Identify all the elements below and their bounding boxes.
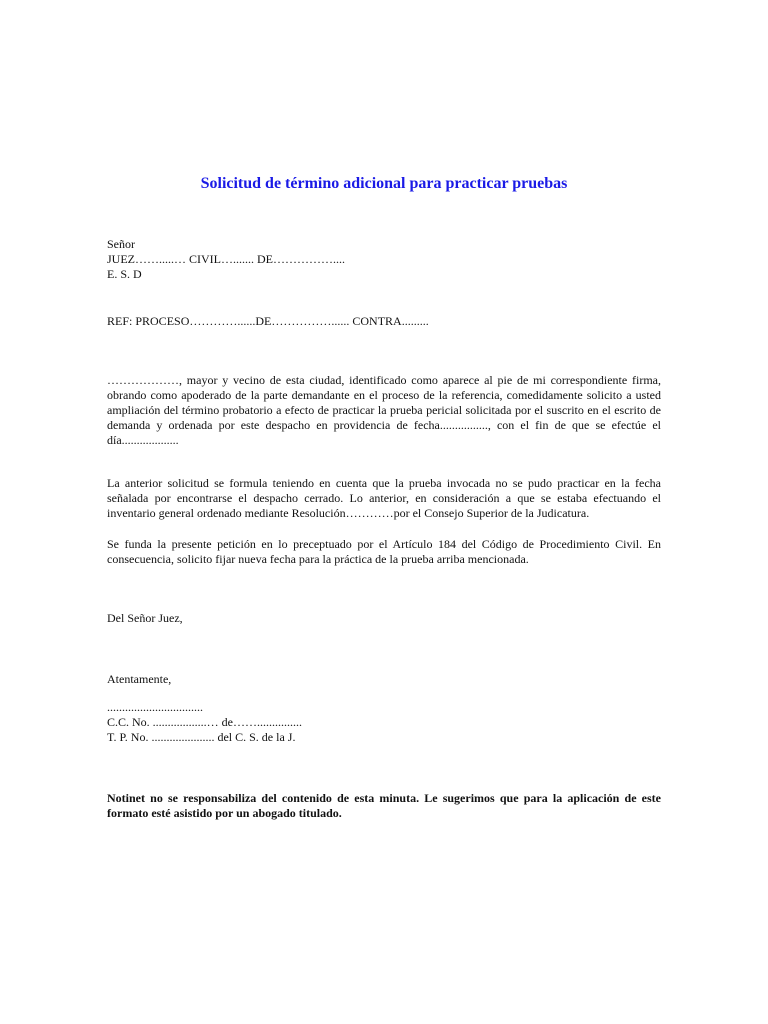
salutation: Del Señor Juez, (107, 611, 183, 625)
paragraph-request: ………………, mayor y vecino de esta ciudad, identificado como aparece al pie de mi correspondiente firma, obrando como apoderado de la parte demandante en el proceso de la referencia, comedidamente solicito a usted ampliación del término probatorio a efecto de practicar la prueba pericial solicitada por el suscrito en el escrito de demanda y ordenada por este despacho en providencia de fecha................, con el fin de que se efectúe el día................... (107, 373, 661, 447)
addressee-block (107, 237, 661, 282)
reference-line: REF: PROCESO…………......DE……………...... CONTRA......... (107, 314, 429, 328)
signature-line: ................................ (107, 700, 203, 714)
paragraph-legal-basis: Se funda la presente petición en lo preceptuado por el Artículo 184 del Código de Procedimiento Civil. En consecuencia, solicito fijar nueva fecha para la práctica de la prueba arriba mencionada. (107, 537, 661, 566)
signature-block (107, 700, 661, 745)
closing: Atentamente, (107, 672, 172, 686)
addressee-esd: E. S. D (107, 267, 142, 281)
addressee-judge: JUEZ…….....… CIVIL…....... DE…………….... (107, 252, 345, 266)
paragraph-justification: La anterior solicitud se formula teniendo en cuenta que la prueba invocada no se pudo practicar en la fecha señalada por encontrarse el despacho cerrado. Lo anterior, en consideración a que se estaba efectuando el inventario general ordenado mediante Resolución…………por el Consejo Superior de la Judicatura. (107, 476, 661, 520)
addressee-salutation: Señor (107, 237, 135, 251)
signature-cc: C.C. No. ..................… de……............... (107, 715, 302, 729)
signature-tp: T. P. No. ..................... del C. S. de la J. (107, 730, 296, 744)
document-title: Solicitud de término adicional para practicar pruebas (200, 175, 568, 192)
disclaimer: Notinet no se responsabiliza del contenido de esta minuta. Le sugerimos que para la aplicación de este formato esté asistido por un abogado titulado. (107, 791, 661, 820)
